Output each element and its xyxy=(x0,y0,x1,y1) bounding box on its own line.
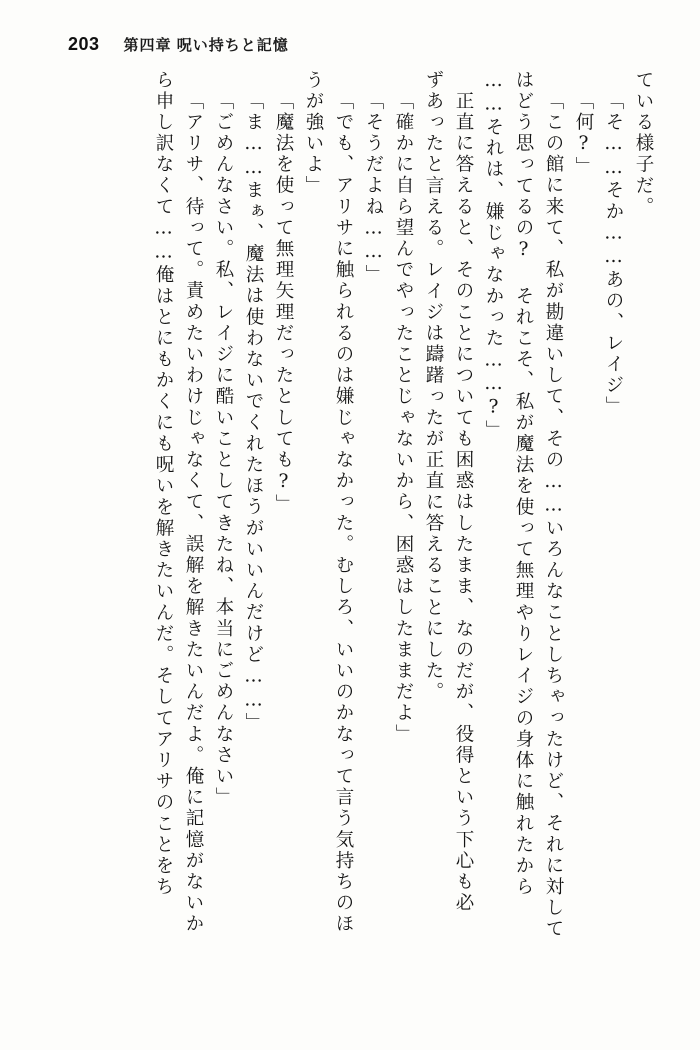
chapter-title: 第四章 呪い持ちと記憶 xyxy=(123,37,289,54)
text-line: ……それは、嫌じゃなかった……?」 xyxy=(483,70,504,442)
text-line: ずあったと言える。レイジは躊躇ったが正直に答えることにした。 xyxy=(423,70,444,703)
text-line: 「ごめんなさい。私、レイジに酷いことしてきたね、本当にごめんなさい」 xyxy=(213,91,234,809)
text-line: 正直に答えると、そのことについても困惑はしたまま、なのだが、役得という下心も必 xyxy=(453,91,474,914)
text-line: 「でも、アリサに触られるのは嫌じゃなかった。むしろ、いいのかなって言う気持ちのほ xyxy=(333,91,354,935)
page-number: 203 xyxy=(68,34,100,54)
text-line: はどう思ってるの? それこそ、私が魔法を使って無理やりレイジの身体に触れたから xyxy=(513,70,534,898)
text-line: 「アリサ、待って。責めたいわけじゃなくて、誤解を解きたいんだよ。俺に記憶がないか xyxy=(183,91,204,935)
text-line: 「何?」 xyxy=(573,91,594,178)
text-line: 「ま……まぁ、魔法は使わないでくれたほうがいいんだけど……」 xyxy=(243,91,264,734)
text-line: ている様子だ。 xyxy=(633,70,654,218)
body-text-vertical xyxy=(56,70,652,1005)
text-line: ら申し訳なくて……俺はとにもかくにも呪いを解きたいんだ。そしてアリサのことをち xyxy=(153,70,174,898)
text-line: 「魔法を使って無理矢理だったとしても?」 xyxy=(273,91,294,516)
text-line: 「そうだよね……」 xyxy=(363,91,384,286)
text-line: 「この館に来て、私が勘違いして、その……いろんなことしちゃったけど、それに対して xyxy=(543,91,564,940)
text-line: うが強いよ」 xyxy=(303,70,324,197)
text-line: 「確かに自ら望んでやったことじゃないから、困惑はしたままだよ」 xyxy=(393,91,414,746)
running-head xyxy=(68,34,289,55)
text-line: 「そ……そか……あの、レイジ」 xyxy=(603,91,624,418)
